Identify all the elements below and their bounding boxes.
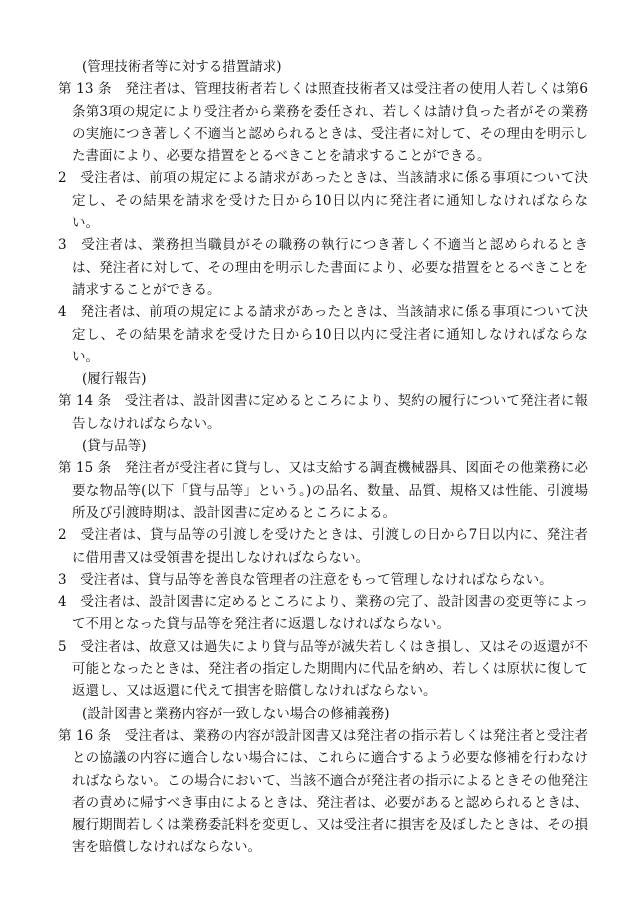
article-14-section [58,368,588,435]
article-15-paragraph-1: 第 15 条 発注者が受注者に貸与し、又は支給する調査機械器具、図面その他業務に必要な物品等(以下「貸与品等」という。)の品名、数量、品質、規格又は性能、引渡場所及び引渡時期は、設計図書に定めるところによる。 [58,460,588,521]
article-15-paragraph-4: 4 受注者は、設計図書に定めるところにより、業務の完了、設計図書の変更等によって不用となった貸与品等を発注者に返還しなければならない。 [58,594,588,633]
article-15-paragraph-2: 2 受注者は、貸与品等の引渡しを受けたときは、引渡しの日から7日以内に、発注者に借用書又は受領書を提出しなければならない。 [58,527,588,566]
article-16-paragraph-1: 第 16 条 受注者は、業務の内容が設計図書又は発注者の指示若しくは発注者と受注者との協議の内容に適合しない場合には、これらに適合するよう必要な修補を行わなければならない。この場合において、当該不適合が発注者の指示によるときその他発注者の責めに帰すべき事由によるときは、発注者は、必要があると認められるときは、履行期間若しくは業務委託料を変更し、又は受注者に損害を及ぼしたときは、その損害を賠償しなければならない。 [58,727,588,856]
article-13-paragraph-4: 4 発注者は、前項の規定による請求があったときは、当該請求に係る事項について決定し、その結果を請求を受けた日から10日以内に受注者に通知しなければならない。 [58,304,588,365]
document-page [58,56,588,859]
article-15-paragraph-3: 3 受注者は、貸与品等を善良な管理者の注意をもって管理しなければならない。 [58,571,553,588]
article-14-caption: (履行報告) [82,371,147,388]
article-16-caption: (設計図書と業務内容が一致しない場合の修補義務) [82,705,390,722]
article-16-section [58,703,588,859]
article-15-paragraph-5: 5 受注者は、故意又は過失により貸与品等が滅失若しくはき損し、又はその返還が不可能となったときは、発注者の指定した期間内に代品を納め、若しくは原状に復して返還し、又は返還に代えて損害を賠償しなければならない。 [58,638,588,700]
article-15-section [58,435,588,703]
article-13-paragraph-2: 2 受注者は、前項の規定による請求があったときは、当該請求に係る事項について決定し、その結果を請求を受けた日から10日以内に発注者に通知しなければならない。 [58,170,588,232]
article-13-section [58,56,588,368]
article-13-paragraph-3: 3 受注者は、業務担当職員がその職務の執行につき著しく不適当と認められるときは、発注者に対して、その理由を明示した書面により、必要な措置をとるべきことを請求することができる。 [58,237,588,298]
article-15-caption: (貸与品等) [82,438,147,455]
article-14-paragraph-1: 第 14 条 受注者は、設計図書に定めるところにより、契約の履行について発注者に報告しなければならない。 [58,393,588,432]
article-13-caption: (管理技術者等に対する措置請求) [82,59,282,75]
article-13-paragraph-1: 第 13 条 発注者は、管理技術者若しくは照査技術者又は受注者の使用人若しくは第6条第3項の規定により受注者から業務を委任され、若しくは請け負った者がその業務の実施につき著しく不適当と認められるときは、受注者に対して、その理由を明示した書面により、必要な措置をとるべきことを請求することができる。 [58,81,588,165]
